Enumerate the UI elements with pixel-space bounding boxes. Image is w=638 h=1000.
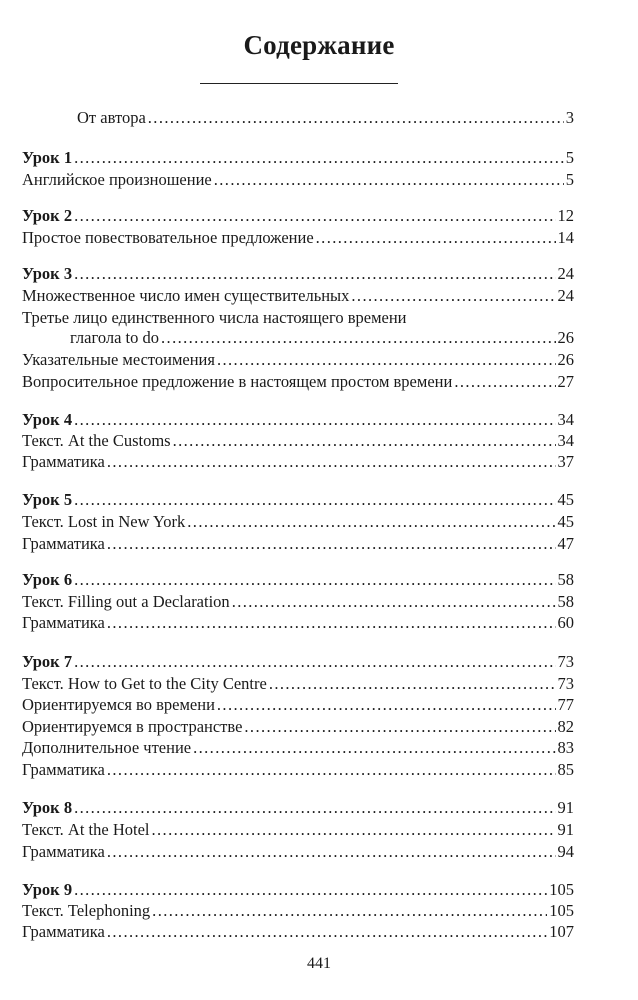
leader-dots (107, 452, 556, 472)
toc-entry-page: 91 (557, 820, 574, 839)
toc-entry[interactable] (22, 286, 574, 306)
toc-entry[interactable] (22, 717, 574, 737)
toc-entry-page: 37 (557, 452, 574, 471)
leader-dots (74, 652, 555, 672)
toc-entry-continuation[interactable] (22, 328, 574, 348)
toc-entry[interactable] (22, 613, 574, 633)
leader-dots (316, 228, 556, 248)
toc-lesson-label: Урок 2 (22, 206, 73, 225)
leader-dots (107, 760, 556, 780)
leader-dots (454, 372, 555, 392)
toc-entry-page: 34 (557, 410, 574, 429)
toc-entry-page: 45 (557, 490, 574, 509)
leader-dots (232, 592, 556, 612)
leader-dots (74, 880, 547, 900)
toc-lesson-label: Урок 7 (22, 652, 73, 671)
toc-entry-label: Указательные местоимения (22, 350, 215, 369)
toc-entry-page: 77 (557, 695, 574, 714)
page-number: 441 (307, 955, 331, 972)
toc-entry-label: Грамматика (22, 534, 105, 553)
leader-dots (74, 410, 555, 430)
toc-entry-page: 85 (557, 760, 574, 779)
toc-entry-page: 58 (557, 592, 574, 611)
toc-entry[interactable] (22, 228, 574, 248)
toc-entry[interactable] (22, 534, 574, 554)
toc-entry[interactable] (22, 592, 574, 612)
toc-entry[interactable] (22, 901, 574, 921)
toc-lesson-3[interactable] (22, 264, 574, 284)
toc-entry[interactable] (22, 372, 574, 392)
leader-dots (217, 695, 556, 715)
leader-dots (152, 820, 556, 840)
toc-entry-page: 27 (557, 372, 574, 391)
toc-entry-page: 34 (557, 431, 574, 450)
leader-dots (244, 717, 555, 737)
toc-entry-label: Ориентируемся в пространстве (22, 717, 243, 736)
toc-lesson-label: Урок 5 (22, 490, 73, 509)
toc-entry-label: Грамматика (22, 922, 105, 941)
toc-entry[interactable] (22, 820, 574, 840)
leader-dots (351, 286, 555, 306)
toc-entry[interactable] (22, 452, 574, 472)
toc-entry-page: 24 (557, 286, 574, 305)
leader-dots (269, 674, 556, 694)
toc-entry-label: Грамматика (22, 452, 105, 471)
toc-lesson-label: Урок 6 (22, 570, 73, 589)
toc-entry-page: 73 (557, 674, 574, 693)
leader-dots (107, 842, 556, 862)
toc-entry-label: Английское произношение (22, 170, 212, 189)
toc-entry-label: Ориентируемся во времени (22, 695, 215, 714)
toc-entry[interactable] (22, 922, 574, 942)
leader-dots (74, 798, 555, 818)
toc-entry-page: 14 (557, 228, 574, 247)
toc-entry[interactable] (22, 738, 574, 758)
toc-entry-page: 73 (557, 652, 574, 671)
toc-entry-label: От автора (77, 108, 146, 127)
leader-dots (74, 148, 564, 168)
toc-lesson-7[interactable] (22, 652, 574, 672)
leader-dots (148, 108, 564, 128)
toc-lesson-6[interactable] (22, 570, 574, 590)
toc-entry-page: 45 (557, 512, 574, 531)
toc-entry-label: Третье лицо единственного числа настоящего времени (22, 308, 407, 327)
toc-entry-page: 47 (557, 534, 574, 553)
toc-entry-label: Множественное число имен существительных (22, 286, 350, 305)
toc-entry-page: 58 (557, 570, 574, 589)
toc-entry[interactable] (22, 170, 574, 190)
toc-entry-page: 3 (565, 108, 574, 127)
toc-entry-page: 83 (557, 738, 574, 757)
toc-lesson-2[interactable] (22, 206, 574, 226)
toc-entry-page: 26 (557, 350, 574, 369)
leader-dots (107, 613, 556, 633)
toc-entry-label: Текст. How to Get to the City Centre (22, 674, 267, 693)
leader-dots (173, 431, 556, 451)
toc-entry-page: 105 (549, 901, 574, 920)
toc-entry-label: Грамматика (22, 613, 105, 632)
toc-entry-label: Простое повествовательное предложение (22, 228, 314, 247)
leader-dots (214, 170, 564, 190)
leader-dots (107, 534, 556, 554)
toc-lesson-label: Урок 9 (22, 880, 73, 899)
toc-entry[interactable] (22, 695, 574, 715)
toc-lesson-label: Урок 8 (22, 798, 73, 817)
toc-entry-label: Текст. Filling out a Declaration (22, 592, 230, 611)
toc-entry-label: Грамматика (22, 760, 105, 779)
leader-dots (152, 901, 547, 921)
leader-dots (74, 264, 555, 284)
toc-entry-label: Вопросительное предложение в настоящем простом времени (22, 372, 453, 391)
leader-dots (187, 512, 555, 532)
title-underline (200, 83, 398, 84)
toc-entry-page: 82 (557, 717, 574, 736)
toc-lesson-label: Урок 1 (22, 148, 73, 167)
toc-entry-multiline[interactable] (22, 308, 574, 328)
toc-lesson-1[interactable] (22, 148, 574, 168)
toc-lesson-4[interactable] (22, 410, 574, 430)
toc-lesson-5[interactable] (22, 490, 574, 510)
leader-dots (74, 206, 555, 226)
toc-entry-label: Текст. At the Hotel (22, 820, 150, 839)
page-title: Содержание (243, 30, 395, 60)
toc-lesson-label: Урок 3 (22, 264, 73, 283)
toc-entry-label: Текст. Telephoning (22, 901, 151, 920)
toc-entry-page: 94 (557, 842, 574, 861)
toc-entry-page: 107 (549, 922, 574, 941)
toc-entry-label: глагола to do (70, 328, 160, 347)
leader-dots (107, 922, 547, 942)
toc-entry-label: Текст. At the Customs (22, 431, 171, 450)
toc-entry-page: 105 (549, 880, 574, 899)
toc-entry-preface[interactable] (22, 108, 574, 128)
toc-entry-page: 5 (565, 170, 574, 189)
leader-dots (161, 328, 555, 348)
toc-entry-page: 5 (565, 148, 574, 167)
toc-entry-label: Дополнительное чтение (22, 738, 192, 757)
toc-entry[interactable] (22, 674, 574, 694)
toc-entry[interactable] (22, 512, 574, 532)
toc-entry[interactable] (22, 431, 574, 451)
toc-entry-page: 91 (557, 798, 574, 817)
toc-lesson-9[interactable] (22, 880, 574, 900)
toc-entry[interactable] (22, 842, 574, 862)
toc-entry-page: 24 (557, 264, 574, 283)
leader-dots (74, 490, 555, 510)
leader-dots (193, 738, 555, 758)
leader-dots (74, 570, 555, 590)
toc-entry-label: Грамматика (22, 842, 105, 861)
toc-entry-page: 12 (557, 206, 574, 225)
leader-dots (217, 350, 556, 370)
toc-entry[interactable] (22, 350, 574, 370)
toc-entry-page: 60 (557, 613, 574, 632)
toc-lesson-8[interactable] (22, 798, 574, 818)
toc-entry[interactable] (22, 760, 574, 780)
toc-lesson-label: Урок 4 (22, 410, 73, 429)
toc-entry-label: Текст. Lost in New York (22, 512, 186, 531)
toc-entry-page: 26 (557, 328, 574, 347)
